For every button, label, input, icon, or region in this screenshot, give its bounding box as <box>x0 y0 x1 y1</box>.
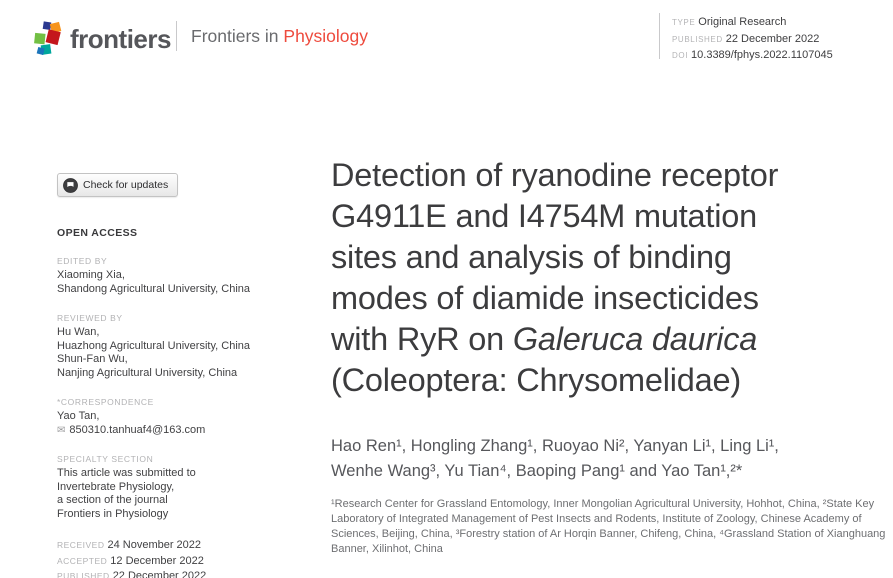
meta-label: TYPE <box>672 18 696 27</box>
meta-value: 22 December 2022 <box>725 32 820 45</box>
journal-prefix: Frontiers in <box>191 26 284 46</box>
species-name: Galeruca daurica <box>512 321 758 357</box>
authors <box>331 434 887 484</box>
open-access-heading: OPEN ACCESS <box>57 227 138 239</box>
received-date-row <box>57 537 302 553</box>
frontiers-logo-icon <box>28 20 66 58</box>
title-line: Detection of ryanodine receptor <box>331 157 779 193</box>
authors-line: Hao Ren¹, Hongling Zhang¹, Ruoyao Ni², Yanyan Li¹, Ling Li¹, <box>331 437 779 455</box>
affiliations: ¹Research Center for Grassland Entomology, Inner Mongolian Agricultural University, Hohhot, China, ²State Key Laboratory of Integrated Management of Pest Insects and Rodents, Institute of Zoology, Chinese Academy of Sciences, Beijing, China, ³Forestry station of Ar Horqin Banner, Chifeng, China, ⁴Grassland Station of Xianghuang Banner, Xilinhot, China <box>331 498 886 555</box>
title-line: G4911E and I4754M mutation <box>331 198 758 234</box>
meta-row-published <box>672 31 833 48</box>
published-value: 22 December 2022 <box>112 570 207 578</box>
journal-name: Physiology <box>283 26 369 46</box>
check-for-updates-label: Check for updates <box>83 179 169 191</box>
title-line <box>331 319 887 360</box>
correspondence-label: *CORRESPONDENCE <box>57 397 154 407</box>
journal-title <box>191 26 368 47</box>
article-meta <box>672 14 833 64</box>
edited-by-block <box>57 255 302 296</box>
reviewer-affiliation: Huazhong Agricultural University, China <box>57 339 250 352</box>
specialty-line: Invertebrate Physiology, <box>57 480 175 493</box>
correspondence-block <box>57 396 302 437</box>
specialty-line: Frontiers in Physiology <box>57 507 169 520</box>
accepted-value: 12 December 2022 <box>110 554 204 567</box>
received-label: RECEIVED <box>57 540 105 550</box>
meta-row-type <box>672 14 833 31</box>
reviewer-name: Shun-Fan Wu, <box>57 353 128 365</box>
envelope-icon: ✉ <box>57 424 66 436</box>
reviewed-by-block <box>57 312 302 380</box>
authors-line: Wenhe Wang³, Yu Tian⁴, Baoping Pang¹ and Yao Tan¹,²* <box>331 462 743 480</box>
accepted-date-row <box>57 553 302 569</box>
meta-value: Original Research <box>698 16 787 28</box>
editor-name: Xiaoming Xia, <box>57 269 125 281</box>
specialty-section-block <box>57 453 302 521</box>
crossmark-icon <box>63 178 78 193</box>
specialty-section-label: SPECIALTY SECTION <box>57 454 154 464</box>
correspondence-email[interactable]: 850310.tanhuaf4@163.com <box>69 424 206 437</box>
frontiers-logo <box>28 20 171 58</box>
reviewer-name: Hu Wan, <box>57 326 100 338</box>
correspondence-name: Yao Tan, <box>57 410 100 422</box>
correspondence-email-line <box>57 424 302 438</box>
meta-label: PUBLISHED <box>672 34 723 44</box>
title-line: modes of diamide insecticides <box>331 280 759 316</box>
doi-link[interactable]: 10.3389/fphys.2022.1107045 <box>691 49 833 61</box>
dates-block <box>57 537 302 578</box>
editor-affiliation: Shandong Agricultural University, China <box>57 282 251 295</box>
specialty-line: a section of the journal <box>57 494 168 506</box>
published-date-row <box>57 568 302 578</box>
title-text: with RyR on <box>331 321 513 357</box>
check-for-updates-button[interactable] <box>57 173 178 197</box>
meta-label: DOI <box>672 51 689 60</box>
reviewer-affiliation: Nanjing Agricultural University, China <box>57 366 238 379</box>
header-divider <box>176 21 177 51</box>
title-line: (Coleoptera: Chrysomelidae) <box>331 362 742 398</box>
published-label: PUBLISHED <box>57 571 110 578</box>
frontiers-wordmark: frontiers <box>70 23 171 54</box>
specialty-line: This article was submitted to <box>57 467 196 479</box>
article-title <box>331 155 887 401</box>
edited-by-label: EDITED BY <box>57 256 108 266</box>
sidebar <box>57 227 302 578</box>
reviewed-by-label: REVIEWED BY <box>57 313 123 323</box>
meta-row-doi <box>672 47 833 64</box>
accepted-label: ACCEPTED <box>57 555 108 566</box>
meta-divider <box>659 13 660 59</box>
title-line: sites and analysis of binding <box>331 239 732 275</box>
received-value: 24 November 2022 <box>107 539 202 551</box>
